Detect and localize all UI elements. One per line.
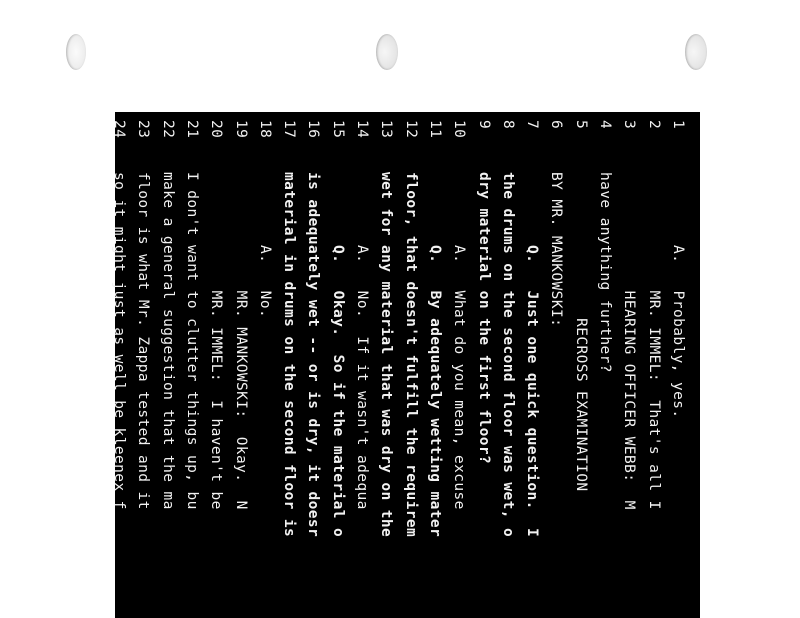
transcript-line <box>181 112 203 618</box>
transcript-line <box>618 112 640 618</box>
transcript-line <box>497 112 519 618</box>
transcript-line <box>448 112 470 618</box>
line-number: 2 <box>645 120 662 130</box>
line-number: 14 <box>354 120 371 139</box>
transcript-line <box>327 112 349 618</box>
line-text: have anything further? <box>597 172 614 373</box>
binder-hole-middle <box>376 34 398 70</box>
line-number: 3 <box>621 120 638 130</box>
transcript-line <box>667 112 689 618</box>
line-number: 12 <box>402 120 419 139</box>
line-text: floor, that doesn't fulfill the requirem <box>402 172 419 538</box>
transcript-line <box>230 112 252 618</box>
line-text: Q. Okay. So if the material o <box>329 172 346 538</box>
transcript-line <box>303 112 325 618</box>
transcript-line <box>278 112 300 618</box>
line-text: the drums on the second floor was wet, o <box>499 172 516 538</box>
line-text: wet for any material that was dry on the <box>378 172 395 538</box>
line-number: 17 <box>281 120 298 139</box>
line-number: 22 <box>159 120 176 139</box>
line-text: RECROSS EXAMINATION <box>572 172 589 492</box>
transcript-line <box>473 112 495 618</box>
line-number: 8 <box>499 120 516 130</box>
transcript-line <box>521 112 543 618</box>
transcript-line <box>643 112 665 618</box>
transcript-line <box>400 112 422 618</box>
transcript-line <box>157 112 179 618</box>
binder-hole-right <box>685 34 707 70</box>
line-number: 1 <box>670 120 686 130</box>
line-number: 4 <box>597 120 614 130</box>
line-number: 7 <box>524 120 541 130</box>
line-text: HEARING OFFICER WEBB: M <box>621 172 638 510</box>
line-text: MR. IMMEL: That's all I <box>645 172 662 510</box>
line-text: A. Probably, yes. <box>670 172 686 419</box>
line-number: 9 <box>475 120 492 130</box>
line-number: 11 <box>427 120 443 139</box>
line-number: 16 <box>305 120 322 139</box>
line-number: 21 <box>184 120 200 139</box>
transcript-line <box>351 112 373 618</box>
line-number: 19 <box>232 120 249 139</box>
line-text: make a general suggestion that the ma <box>159 172 176 510</box>
line-text: is adequately wet -- or is dry, it doesr <box>305 172 322 538</box>
line-text: A. No. If it wasn't adequa <box>354 172 371 510</box>
transcript-line <box>132 112 154 618</box>
binder-hole-left <box>66 34 86 70</box>
transcript-line <box>375 112 397 618</box>
line-text: floor is what Mr. Zappa tested and it <box>135 172 152 510</box>
line-number: 20 <box>208 120 225 139</box>
transcript-line <box>254 112 276 618</box>
line-number: 15 <box>329 120 346 139</box>
line-number: 6 <box>548 120 565 130</box>
line-text: Q. Just one quick question. I <box>524 172 541 538</box>
transcript-page <box>111 112 700 618</box>
transcript-line <box>424 112 446 618</box>
transcript-line <box>108 112 130 618</box>
line-text: A. What do you mean, excuse <box>451 172 468 510</box>
rotated-transcript <box>111 112 700 618</box>
line-number: 23 <box>135 120 152 139</box>
transcript-line <box>546 112 568 618</box>
line-text: I don't want to clutter things up, bu <box>184 172 200 510</box>
line-number: 24 <box>111 120 128 139</box>
line-text: dry material on the first floor? <box>475 172 492 465</box>
line-number: 10 <box>451 120 468 139</box>
transcript-line <box>570 112 592 618</box>
line-number: 5 <box>572 120 589 130</box>
line-text: MR. IMMEL: I haven't be <box>208 172 225 510</box>
transcript-line <box>594 112 616 618</box>
transcript-line <box>205 112 227 618</box>
line-text: BY MR. MANKOWSKI: <box>548 172 565 328</box>
line-text: A. No. <box>256 172 273 319</box>
line-text: Q. By adequately wetting mater <box>427 172 443 538</box>
line-number: 13 <box>378 120 395 139</box>
line-text: so it might just as well be kleenex f <box>111 172 128 510</box>
line-text: material in drums on the second floor is <box>281 172 298 538</box>
line-number: 18 <box>256 120 273 139</box>
line-text: MR. MANKOWSKI: Okay. N <box>232 172 249 510</box>
